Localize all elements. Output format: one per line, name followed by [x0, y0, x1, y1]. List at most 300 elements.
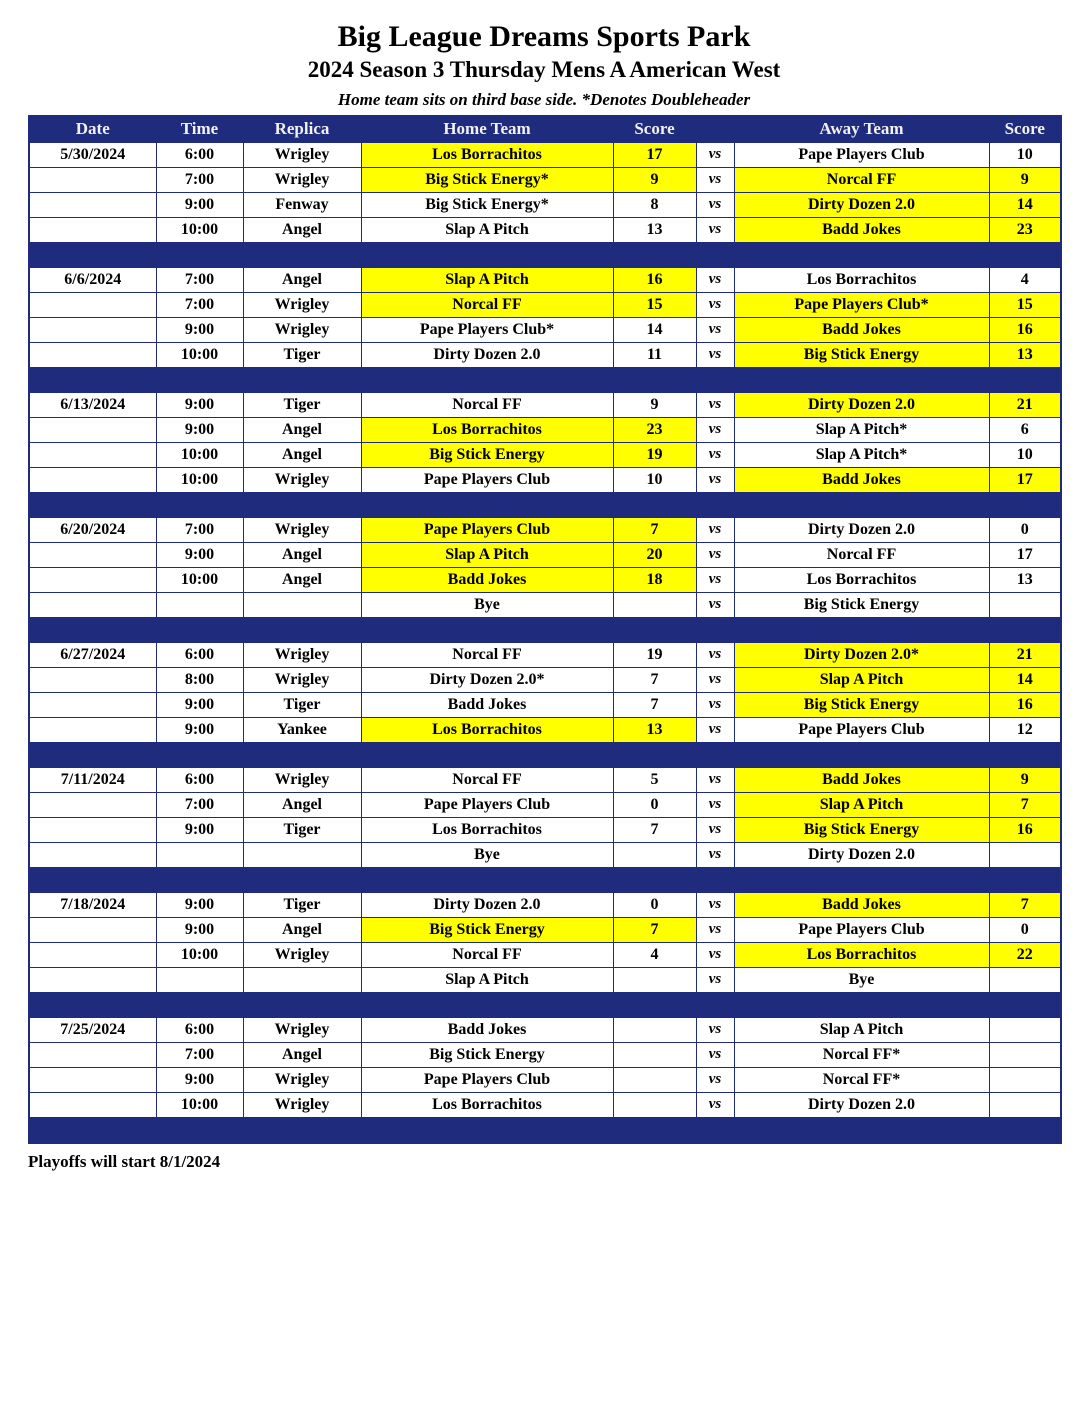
table-row [29, 417, 1061, 442]
table-row [29, 642, 1061, 667]
table-row [29, 567, 1061, 592]
replica-cell: Wrigley [243, 1092, 361, 1117]
col-header-home-score: Score [613, 116, 696, 143]
replica-cell: Angel [243, 417, 361, 442]
table-row [29, 842, 1061, 867]
date-cell [29, 842, 156, 867]
home-team-cell: Badd Jokes [361, 1017, 613, 1042]
time-cell: 10:00 [156, 1092, 243, 1117]
home-score-cell: 4 [613, 942, 696, 967]
away-score-cell: 14 [989, 667, 1061, 692]
time-cell: 7:00 [156, 267, 243, 292]
table-row [29, 1067, 1061, 1092]
replica-cell: Angel [243, 442, 361, 467]
vs-cell: vs [696, 767, 734, 792]
away-score-cell: 10 [989, 142, 1061, 167]
home-score-cell: 20 [613, 542, 696, 567]
away-score-cell: 13 [989, 342, 1061, 367]
away-score-cell: 0 [989, 917, 1061, 942]
away-score-cell [989, 1017, 1061, 1042]
date-cell [29, 592, 156, 617]
separator-bar [29, 367, 1061, 392]
home-team-cell: Big Stick Energy [361, 917, 613, 942]
date-cell [29, 667, 156, 692]
replica-cell: Wrigley [243, 942, 361, 967]
time-cell: 9:00 [156, 917, 243, 942]
table-row [29, 817, 1061, 842]
time-cell: 10:00 [156, 342, 243, 367]
home-score-cell [613, 967, 696, 992]
time-cell: 7:00 [156, 792, 243, 817]
home-team-cell: Big Stick Energy [361, 1042, 613, 1067]
vs-cell: vs [696, 342, 734, 367]
away-team-cell: Pape Players Club [734, 142, 989, 167]
away-score-cell: 4 [989, 267, 1061, 292]
home-team-cell: Big Stick Energy [361, 442, 613, 467]
home-score-cell [613, 1067, 696, 1092]
time-cell: 7:00 [156, 292, 243, 317]
separator-row [29, 617, 1061, 642]
date-cell [29, 1067, 156, 1092]
date-cell [29, 192, 156, 217]
vs-cell: vs [696, 517, 734, 542]
time-cell: 9:00 [156, 817, 243, 842]
home-team-cell: Pape Players Club [361, 467, 613, 492]
table-row [29, 592, 1061, 617]
home-score-cell: 0 [613, 892, 696, 917]
date-cell: 6/13/2024 [29, 392, 156, 417]
replica-cell: Wrigley [243, 317, 361, 342]
away-team-cell: Badd Jokes [734, 767, 989, 792]
away-score-cell: 21 [989, 642, 1061, 667]
away-team-cell: Slap A Pitch* [734, 417, 989, 442]
vs-cell: vs [696, 817, 734, 842]
separator-row [29, 367, 1061, 392]
replica-cell: Wrigley [243, 142, 361, 167]
replica-cell: Angel [243, 542, 361, 567]
away-score-cell: 14 [989, 192, 1061, 217]
date-cell: 6/27/2024 [29, 642, 156, 667]
vs-cell: vs [696, 417, 734, 442]
vs-cell: vs [696, 967, 734, 992]
home-score-cell: 0 [613, 792, 696, 817]
home-team-cell: Los Borrachitos [361, 1092, 613, 1117]
away-team-cell: Dirty Dozen 2.0 [734, 392, 989, 417]
home-score-cell: 8 [613, 192, 696, 217]
replica-cell: Angel [243, 217, 361, 242]
home-team-cell: Slap A Pitch [361, 267, 613, 292]
schedule-table [28, 115, 1062, 1144]
away-team-cell: Dirty Dozen 2.0 [734, 1092, 989, 1117]
away-team-cell: Big Stick Energy [734, 592, 989, 617]
away-score-cell: 6 [989, 417, 1061, 442]
away-team-cell: Bye [734, 967, 989, 992]
separator-row [29, 492, 1061, 517]
replica-cell: Fenway [243, 192, 361, 217]
replica-cell: Wrigley [243, 642, 361, 667]
header-row [29, 116, 1061, 143]
away-team-cell: Dirty Dozen 2.0 [734, 192, 989, 217]
home-score-cell: 15 [613, 292, 696, 317]
date-cell: 7/11/2024 [29, 767, 156, 792]
col-header-replica: Replica [243, 116, 361, 143]
away-team-cell: Big Stick Energy [734, 692, 989, 717]
vs-cell: vs [696, 792, 734, 817]
time-cell: 7:00 [156, 517, 243, 542]
table-row [29, 967, 1061, 992]
time-cell: 9:00 [156, 1067, 243, 1092]
away-team-cell: Badd Jokes [734, 892, 989, 917]
away-score-cell: 23 [989, 217, 1061, 242]
home-team-cell: Los Borrachitos [361, 817, 613, 842]
replica-cell: Tiger [243, 892, 361, 917]
vs-cell: vs [696, 392, 734, 417]
table-row [29, 467, 1061, 492]
vs-cell: vs [696, 267, 734, 292]
vs-cell: vs [696, 217, 734, 242]
away-team-cell: Pape Players Club* [734, 292, 989, 317]
away-score-cell [989, 967, 1061, 992]
home-team-cell: Dirty Dozen 2.0 [361, 892, 613, 917]
away-score-cell [989, 1092, 1061, 1117]
home-score-cell: 17 [613, 142, 696, 167]
playoffs-note: Playoffs will start 8/1/2024 [28, 1151, 221, 1171]
away-score-cell: 16 [989, 317, 1061, 342]
time-cell: 10:00 [156, 442, 243, 467]
vs-cell: vs [696, 467, 734, 492]
home-score-cell: 11 [613, 342, 696, 367]
vs-cell: vs [696, 892, 734, 917]
date-cell [29, 942, 156, 967]
home-team-cell: Big Stick Energy* [361, 192, 613, 217]
away-team-cell: Norcal FF* [734, 1042, 989, 1067]
time-cell: 9:00 [156, 692, 243, 717]
table-row [29, 917, 1061, 942]
home-team-cell: Los Borrachitos [361, 717, 613, 742]
time-cell: 10:00 [156, 217, 243, 242]
home-team-cell: Big Stick Energy* [361, 167, 613, 192]
away-team-cell: Norcal FF [734, 167, 989, 192]
vs-cell: vs [696, 667, 734, 692]
away-score-cell: 17 [989, 542, 1061, 567]
replica-cell [243, 842, 361, 867]
away-team-cell: Dirty Dozen 2.0 [734, 842, 989, 867]
away-score-cell: 13 [989, 567, 1061, 592]
home-score-cell: 19 [613, 442, 696, 467]
home-score-cell: 18 [613, 567, 696, 592]
home-team-cell: Slap A Pitch [361, 542, 613, 567]
time-cell: 9:00 [156, 392, 243, 417]
home-team-cell: Dirty Dozen 2.0 [361, 342, 613, 367]
replica-cell: Wrigley [243, 1017, 361, 1042]
date-cell [29, 967, 156, 992]
time-cell: 6:00 [156, 767, 243, 792]
replica-cell: Wrigley [243, 467, 361, 492]
home-team-cell: Norcal FF [361, 942, 613, 967]
col-header-away-team: Away Team [734, 116, 989, 143]
home-score-cell [613, 1042, 696, 1067]
away-score-cell [989, 842, 1061, 867]
away-score-cell: 7 [989, 892, 1061, 917]
col-header-home-team: Home Team [361, 116, 613, 143]
date-cell [29, 792, 156, 817]
home-score-cell: 10 [613, 467, 696, 492]
date-cell [29, 417, 156, 442]
home-score-cell [613, 592, 696, 617]
table-row [29, 1092, 1061, 1117]
home-team-cell: Slap A Pitch [361, 217, 613, 242]
date-cell [29, 442, 156, 467]
replica-cell: Tiger [243, 342, 361, 367]
time-cell [156, 842, 243, 867]
separator-row [29, 742, 1061, 767]
time-cell: 9:00 [156, 417, 243, 442]
replica-cell: Wrigley [243, 667, 361, 692]
away-team-cell: Norcal FF* [734, 1067, 989, 1092]
time-cell: 10:00 [156, 942, 243, 967]
away-team-cell: Badd Jokes [734, 217, 989, 242]
replica-cell: Wrigley [243, 167, 361, 192]
date-cell [29, 1042, 156, 1067]
away-team-cell: Badd Jokes [734, 467, 989, 492]
table-row [29, 217, 1061, 242]
separator-row [29, 242, 1061, 267]
time-cell: 6:00 [156, 642, 243, 667]
away-score-cell: 7 [989, 792, 1061, 817]
time-cell [156, 967, 243, 992]
page-subtitle: 2024 Season 3 Thursday Mens A American West [307, 56, 781, 82]
date-cell: 7/18/2024 [29, 892, 156, 917]
home-team-cell: Norcal FF [361, 767, 613, 792]
home-score-cell: 7 [613, 667, 696, 692]
home-score-cell [613, 1017, 696, 1042]
home-score-cell: 5 [613, 767, 696, 792]
replica-cell: Wrigley [243, 1067, 361, 1092]
date-cell: 5/30/2024 [29, 142, 156, 167]
home-score-cell: 23 [613, 417, 696, 442]
table-row [29, 167, 1061, 192]
date-cell [29, 317, 156, 342]
date-cell [29, 217, 156, 242]
time-cell: 10:00 [156, 567, 243, 592]
table-row [29, 792, 1061, 817]
away-team-cell: Big Stick Energy [734, 342, 989, 367]
replica-cell [243, 967, 361, 992]
separator-bar [29, 242, 1061, 267]
table-row [29, 667, 1061, 692]
time-cell: 10:00 [156, 467, 243, 492]
separator-row [29, 867, 1061, 892]
time-cell: 9:00 [156, 542, 243, 567]
away-team-cell: Los Borrachitos [734, 567, 989, 592]
home-score-cell: 7 [613, 917, 696, 942]
separator-row [29, 1117, 1061, 1143]
col-header-vs [696, 116, 734, 143]
home-team-cell: Pape Players Club [361, 1067, 613, 1092]
time-cell [156, 592, 243, 617]
away-team-cell: Badd Jokes [734, 317, 989, 342]
date-cell [29, 1092, 156, 1117]
vs-cell: vs [696, 442, 734, 467]
home-score-cell [613, 842, 696, 867]
table-row [29, 142, 1061, 167]
table-row [29, 692, 1061, 717]
replica-cell: Yankee [243, 717, 361, 742]
date-cell [29, 567, 156, 592]
away-score-cell: 12 [989, 717, 1061, 742]
away-score-cell: 16 [989, 692, 1061, 717]
away-team-cell: Slap A Pitch [734, 1017, 989, 1042]
vs-cell: vs [696, 567, 734, 592]
away-score-cell: 16 [989, 817, 1061, 842]
table-row [29, 717, 1061, 742]
date-cell: 7/25/2024 [29, 1017, 156, 1042]
date-cell [29, 692, 156, 717]
home-score-cell: 16 [613, 267, 696, 292]
col-header-away-score: Score [989, 116, 1061, 143]
home-score-cell: 19 [613, 642, 696, 667]
table-row [29, 392, 1061, 417]
date-cell [29, 292, 156, 317]
home-score-cell [613, 1092, 696, 1117]
vs-cell: vs [696, 542, 734, 567]
replica-cell: Angel [243, 567, 361, 592]
vs-cell: vs [696, 917, 734, 942]
home-score-cell: 7 [613, 517, 696, 542]
home-score-cell: 9 [613, 392, 696, 417]
home-team-cell: Pape Players Club* [361, 317, 613, 342]
date-cell [29, 167, 156, 192]
date-cell [29, 542, 156, 567]
table-row [29, 892, 1061, 917]
home-team-cell: Norcal FF [361, 642, 613, 667]
date-cell [29, 467, 156, 492]
vs-cell: vs [696, 1092, 734, 1117]
replica-cell: Tiger [243, 817, 361, 842]
table-row [29, 192, 1061, 217]
col-header-date: Date [29, 116, 156, 143]
home-team-cell: Norcal FF [361, 392, 613, 417]
time-cell: 7:00 [156, 167, 243, 192]
vs-cell: vs [696, 292, 734, 317]
date-cell: 6/6/2024 [29, 267, 156, 292]
home-score-cell: 13 [613, 217, 696, 242]
vs-cell: vs [696, 317, 734, 342]
time-cell: 9:00 [156, 317, 243, 342]
table-row [29, 942, 1061, 967]
time-cell: 9:00 [156, 192, 243, 217]
home-score-cell: 13 [613, 717, 696, 742]
away-team-cell: Los Borrachitos [734, 942, 989, 967]
vs-cell: vs [696, 1017, 734, 1042]
separator-bar [29, 492, 1061, 517]
home-team-cell: Los Borrachitos [361, 417, 613, 442]
away-team-cell: Norcal FF [734, 542, 989, 567]
replica-cell: Angel [243, 917, 361, 942]
home-team-cell: Badd Jokes [361, 567, 613, 592]
away-score-cell: 9 [989, 767, 1061, 792]
vs-cell: vs [696, 942, 734, 967]
away-team-cell: Pape Players Club [734, 717, 989, 742]
replica-cell: Wrigley [243, 292, 361, 317]
replica-cell: Tiger [243, 692, 361, 717]
away-score-cell: 10 [989, 442, 1061, 467]
away-team-cell: Slap A Pitch* [734, 442, 989, 467]
time-cell: 7:00 [156, 1042, 243, 1067]
table-row [29, 542, 1061, 567]
replica-cell: Angel [243, 792, 361, 817]
time-cell: 9:00 [156, 892, 243, 917]
vs-cell: vs [696, 167, 734, 192]
away-score-cell: 21 [989, 392, 1061, 417]
away-team-cell: Los Borrachitos [734, 267, 989, 292]
home-team-cell: Dirty Dozen 2.0* [361, 667, 613, 692]
home-team-cell: Norcal FF [361, 292, 613, 317]
page-title: Big League Dreams Sports Park [337, 20, 751, 53]
table-row [29, 1017, 1061, 1042]
date-cell: 6/20/2024 [29, 517, 156, 542]
away-score-cell: 15 [989, 292, 1061, 317]
schedule-note: Home team sits on third base side. *Denotes Doubleheader [337, 89, 751, 109]
away-score-cell: 17 [989, 467, 1061, 492]
away-score-cell: 9 [989, 167, 1061, 192]
vs-cell: vs [696, 1042, 734, 1067]
time-cell: 8:00 [156, 667, 243, 692]
table-row [29, 267, 1061, 292]
separator-bar [29, 1117, 1061, 1143]
replica-cell: Wrigley [243, 767, 361, 792]
separator-bar [29, 617, 1061, 642]
home-team-cell: Pape Players Club [361, 517, 613, 542]
away-team-cell: Slap A Pitch [734, 667, 989, 692]
date-cell [29, 717, 156, 742]
away-team-cell: Dirty Dozen 2.0* [734, 642, 989, 667]
separator-bar [29, 992, 1061, 1017]
time-cell: 6:00 [156, 142, 243, 167]
replica-cell [243, 592, 361, 617]
table-row [29, 292, 1061, 317]
replica-cell: Wrigley [243, 517, 361, 542]
vs-cell: vs [696, 642, 734, 667]
separator-row [29, 992, 1061, 1017]
away-score-cell: 0 [989, 517, 1061, 542]
separator-bar [29, 867, 1061, 892]
away-team-cell: Dirty Dozen 2.0 [734, 517, 989, 542]
col-header-time: Time [156, 116, 243, 143]
replica-cell: Tiger [243, 392, 361, 417]
table-row [29, 767, 1061, 792]
table-row [29, 342, 1061, 367]
away-score-cell [989, 1042, 1061, 1067]
home-score-cell: 9 [613, 167, 696, 192]
home-team-cell: Bye [361, 842, 613, 867]
vs-cell: vs [696, 592, 734, 617]
home-team-cell: Badd Jokes [361, 692, 613, 717]
time-cell: 6:00 [156, 1017, 243, 1042]
separator-bar [29, 742, 1061, 767]
away-team-cell: Slap A Pitch [734, 792, 989, 817]
vs-cell: vs [696, 142, 734, 167]
vs-cell: vs [696, 692, 734, 717]
date-cell [29, 917, 156, 942]
home-score-cell: 14 [613, 317, 696, 342]
vs-cell: vs [696, 192, 734, 217]
home-team-cell: Pape Players Club [361, 792, 613, 817]
date-cell [29, 342, 156, 367]
away-score-cell: 22 [989, 942, 1061, 967]
table-row [29, 317, 1061, 342]
away-team-cell: Big Stick Energy [734, 817, 989, 842]
